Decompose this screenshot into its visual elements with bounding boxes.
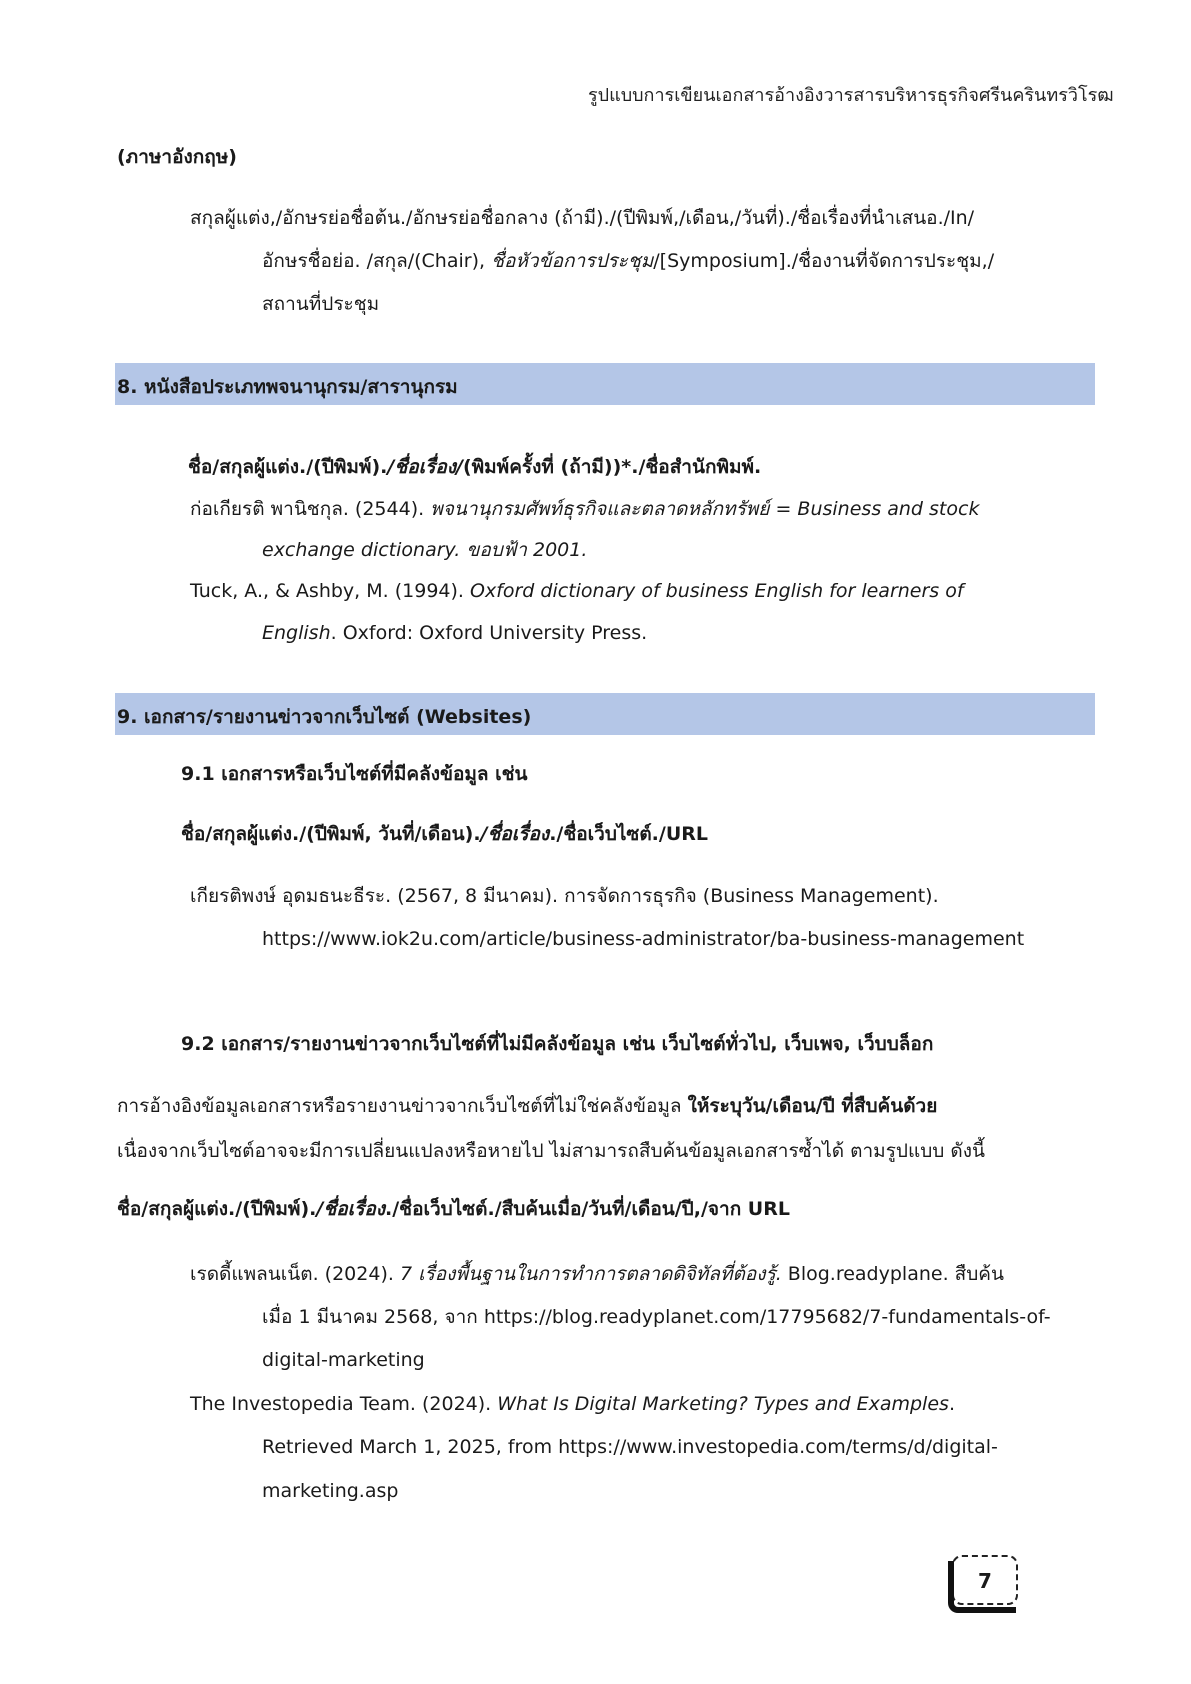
- section-9-2-format-b: ./ชื่อเว็บไซต์./สืบค้นเมื่อ/วันที่/เดือน/ปี,/จาก URL: [385, 1198, 790, 1220]
- section-9-1-format-a: ชื่อ/สกุลผู้แต่ง./(ปีพิมพ์, วันที่/เดือน).: [181, 823, 481, 845]
- section-8-example-1-line1: [190, 498, 979, 522]
- section-9-title: 9. เอกสาร/รายงานข่าวจากเว็บไซต์ (Websites): [117, 706, 532, 728]
- section-9-2-example-2-line1: [190, 1393, 955, 1417]
- section-9-2-para-bold: ให้ระบุวัน/เดือน/ปี ที่สืบค้นด้วย: [687, 1095, 938, 1117]
- symposium-format-line1: สกุลผู้แต่ง,/อักษรย่อชื่อต้น./อักษรย่อชื่อกลาง (ถ้ามี)./(ปีพิมพ์,/เดือน,/วันที่)./ชื่อเรื่องที่นำเสนอ./In/: [190, 207, 975, 229]
- section-8-format-italic: /ชื่อเรื่อง/: [387, 456, 463, 478]
- section-8-ex2-line2-italic: English: [262, 622, 331, 644]
- section-9-2-example-2-line3: marketing.asp: [262, 1480, 399, 1502]
- section-9-2-example-1-line1: [190, 1263, 1004, 1287]
- section-8-format-a: ชื่อ/สกุลผู้แต่ง./(ปีพิมพ์).: [188, 456, 388, 478]
- section-8-format-b: (พิมพ์ครั้งที่ (ถ้ามี))*./ชื่อสำนักพิมพ์.: [462, 456, 762, 478]
- section-9-1-title: 9.1 เอกสารหรือเว็บไซต์ที่มีคลังข้อมูล เช่น: [181, 763, 528, 785]
- section-9-2-para-line2: เนื่องจากเว็บไซต์อาจจะมีการเปลี่ยนแปลงหรือหายไป ไม่สามารถสืบค้นข้อมูลเอกสารซ้ำได้ ตามรูปแบบ ดังนี้: [117, 1140, 985, 1162]
- section-9-2-example-1-line3: digital-marketing: [262, 1349, 425, 1371]
- section-8-example-2-line1: [190, 580, 964, 604]
- section-9-2-ex2-text-b: .: [948, 1393, 955, 1415]
- section-9-1-format: [181, 823, 708, 847]
- symposium-format-line2-text-b: /[Symposium]./ชื่องานที่จัดการประชุม,/: [653, 250, 995, 272]
- section-9-2-ex2-text-a: The Investopedia Team. (2024).: [190, 1393, 498, 1415]
- section-9-2-ex1-text-b: Blog.readyplane. สืบค้น: [781, 1263, 1005, 1285]
- section-9-2-ex1-italic: 7 เรื่องพื้นฐานในการทำการตลาดดิจิทัลที่ต้องรู้.: [399, 1263, 782, 1285]
- symposium-format-line2-text-a: อักษรชื่อย่อ. /สกุล/(Chair),: [262, 250, 492, 272]
- section-8-format: [188, 456, 761, 480]
- section-8-title: 8. หนังสือประเภทพจนานุกรม/สารานุกรม: [117, 376, 458, 398]
- section-8-example-2-line2: [262, 622, 647, 646]
- section-9-1-example-line1: เกียรติพงษ์ อุดมธนะธีระ. (2567, 8 มีนาคม). การจัดการธุรกิจ (Business Management).: [190, 885, 939, 907]
- section-8-ex2-line2-text: . Oxford: Oxford University Press.: [330, 622, 648, 644]
- section-8-ex2-text: Tuck, A., & Ashby, M. (1994).: [190, 580, 470, 602]
- section-8-ex1-italic: พจนานุกรมศัพท์ธุรกิจและตลาดหลักทรัพย์ = Business and stock: [430, 498, 980, 520]
- section-9-1-format-b: ./ชื่อเว็บไซต์./URL: [549, 823, 708, 845]
- section-9-2-ex2-italic: What Is Digital Marketing? Types and Examples: [497, 1393, 949, 1415]
- page-number-box: [952, 1555, 1018, 1605]
- page-number: 7: [978, 1569, 992, 1593]
- section-9-2-example-1-line2: เมื่อ 1 มีนาคม 2568, จาก https://blog.readyplanet.com/17795682/7-fundamentals-of-: [262, 1306, 1051, 1328]
- section-9-2-title: 9.2 เอกสาร/รายงานข่าวจากเว็บไซต์ที่ไม่มีคลังข้อมูล เช่น เว็บไซต์ทั่วไป, เว็บเพจ, เว็บบล็อก: [181, 1033, 934, 1055]
- section-9-2-format: [117, 1198, 790, 1222]
- section-9-1-example-url: https://www.iok2u.com/article/business-administrator/ba-business-management: [262, 928, 1025, 950]
- section-9-band: [115, 693, 1095, 735]
- section-8-ex2-italic: Oxford dictionary of business English for learners of: [469, 580, 964, 602]
- symposium-format-line2-italic: ชื่อหัวข้อการประชุม: [491, 250, 654, 272]
- running-header: รูปแบบการเขียนเอกสารอ้างอิงวารสารบริหารธุรกิจศรีนครินทรวิโรฒ: [588, 85, 1114, 106]
- section-9-2-para-line1: [117, 1095, 937, 1119]
- symposium-format-line2: [262, 250, 994, 274]
- section-8-ex1-text: ก่อเกียรติ พานิชกุล. (2544).: [190, 498, 431, 520]
- symposium-format-line3: สถานที่ประชุม: [262, 293, 380, 315]
- section-9-2-format-italic: /ชื่อเรื่อง: [316, 1198, 386, 1220]
- section-8-band: [115, 363, 1095, 405]
- section-9-2-example-2-line2: Retrieved March 1, 2025, from https://www.investopedia.com/terms/d/digital-: [262, 1436, 998, 1458]
- section-9-1-format-italic: /ชื่อเรื่อง: [480, 823, 550, 845]
- section-9-2-ex1-text-a: เรดดี้แพลนเน็ต. (2024).: [190, 1263, 400, 1285]
- section-8-example-1-line2: exchange dictionary. ขอบฟ้า 2001.: [262, 539, 588, 561]
- section-9-2-para-text: การอ้างอิงข้อมูลเอกสารหรือรายงานข่าวจากเว็บไซต์ที่ไม่ใช่คลังข้อมูล: [117, 1095, 688, 1117]
- section-9-2-format-a: ชื่อ/สกุลผู้แต่ง./(ปีพิมพ์).: [117, 1198, 317, 1220]
- symposium-heading: (ภาษาอังกฤษ): [117, 146, 237, 168]
